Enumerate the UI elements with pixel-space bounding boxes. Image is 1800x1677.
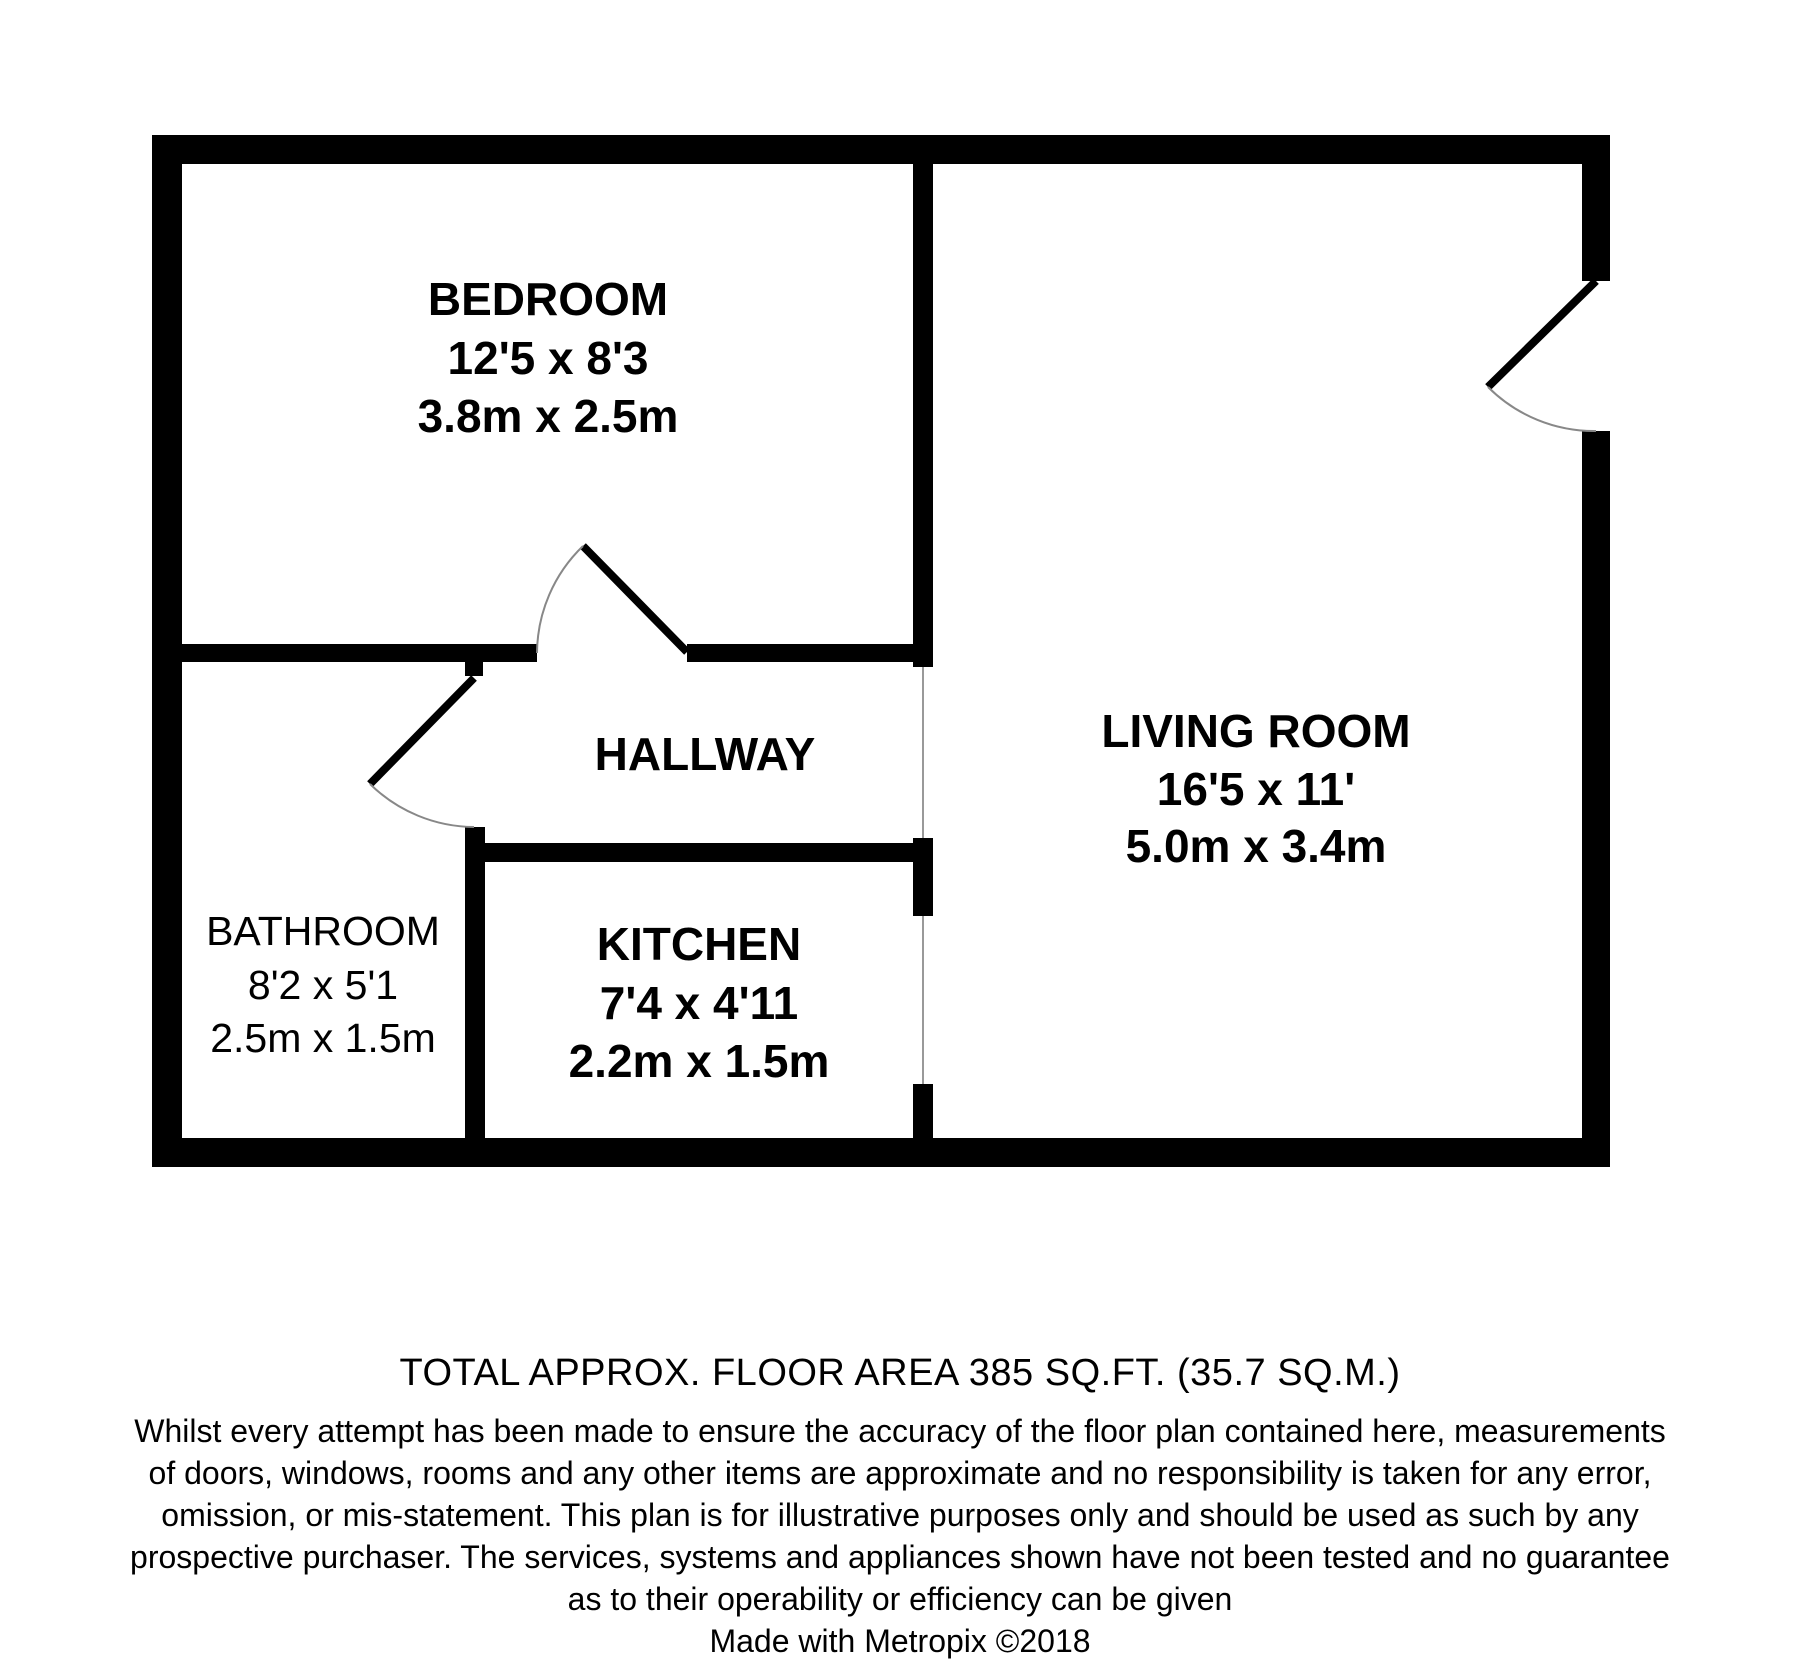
outer-wall-left xyxy=(152,135,182,1167)
bathroom-metric: 2.5m x 1.5m xyxy=(210,1015,436,1061)
bedroom-name: BEDROOM xyxy=(427,273,669,325)
wall-bedroom-bottom-left xyxy=(180,644,537,662)
bedroom-imperial: 12'5 x 8'3 xyxy=(447,332,649,384)
room-living-room xyxy=(1101,705,1410,872)
outer-wall-right-lower xyxy=(1582,431,1610,1167)
living-room-name: LIVING ROOM xyxy=(1101,705,1411,757)
disclaimer-line: Whilst every attempt has been made to ensure the accuracy of the floor plan contained here, measurements xyxy=(134,1413,1666,1449)
room-bathroom xyxy=(206,908,440,1061)
wall-kitchen-right-lower xyxy=(913,1084,933,1140)
wall-bedroom-living xyxy=(913,160,933,667)
wall-bathroom-right xyxy=(465,827,485,1139)
outer-wall-top xyxy=(152,135,1610,164)
wall-kitchen-top xyxy=(480,843,933,862)
kitchen-name: KITCHEN xyxy=(596,918,802,970)
disclaimer-line: omission, or mis-statement. This plan is for illustrative purposes only and should be used as such by any xyxy=(161,1497,1639,1533)
outer-wall-right-upper xyxy=(1582,135,1610,281)
disclaimer-line: as to their operability or efficiency can be given xyxy=(567,1581,1233,1617)
bathroom-door-leaf xyxy=(370,678,474,784)
room-bedroom xyxy=(418,273,679,442)
entrance-door-leaf xyxy=(1488,281,1596,387)
living-room-imperial: 16'5 x 11' xyxy=(1156,763,1356,815)
bathroom-imperial: 8'2 x 5'1 xyxy=(247,962,399,1008)
hallway-name: HALLWAY xyxy=(594,728,816,780)
total-floor-area: TOTAL APPROX. FLOOR AREA 385 SQ.FT. (35.7 SQ.M.) xyxy=(399,1352,1401,1394)
bedroom-door-leaf xyxy=(583,546,687,652)
wall-bedroom-bottom-right xyxy=(687,644,931,662)
bathroom-door-swing xyxy=(370,784,474,827)
disclaimer xyxy=(0,1410,1800,1662)
entrance-door-swing xyxy=(1488,387,1596,431)
wall-bathroom-stub xyxy=(465,658,483,676)
room-hallway xyxy=(595,728,816,780)
room-kitchen xyxy=(569,918,830,1087)
disclaimer-line: prospective purchaser. The services, systems and appliances shown have not been tested and no guarantee xyxy=(130,1539,1670,1575)
disclaimer-line: of doors, windows, rooms and any other items are approximate and no responsibility is taken for any error, xyxy=(148,1455,1652,1491)
outer-wall-bottom xyxy=(152,1138,1610,1167)
wall-kitchen-right-upper xyxy=(913,838,933,916)
bedroom-metric: 3.8m x 2.5m xyxy=(417,390,679,442)
kitchen-metric: 2.2m x 1.5m xyxy=(568,1035,830,1087)
living-room-metric: 5.0m x 3.4m xyxy=(1125,820,1387,872)
credit: Made with Metropix ©2018 xyxy=(709,1623,1091,1659)
bathroom-name: BATHROOM xyxy=(206,908,440,954)
bedroom-door-swing xyxy=(537,546,583,653)
kitchen-imperial: 7'4 x 4'11 xyxy=(599,977,799,1029)
